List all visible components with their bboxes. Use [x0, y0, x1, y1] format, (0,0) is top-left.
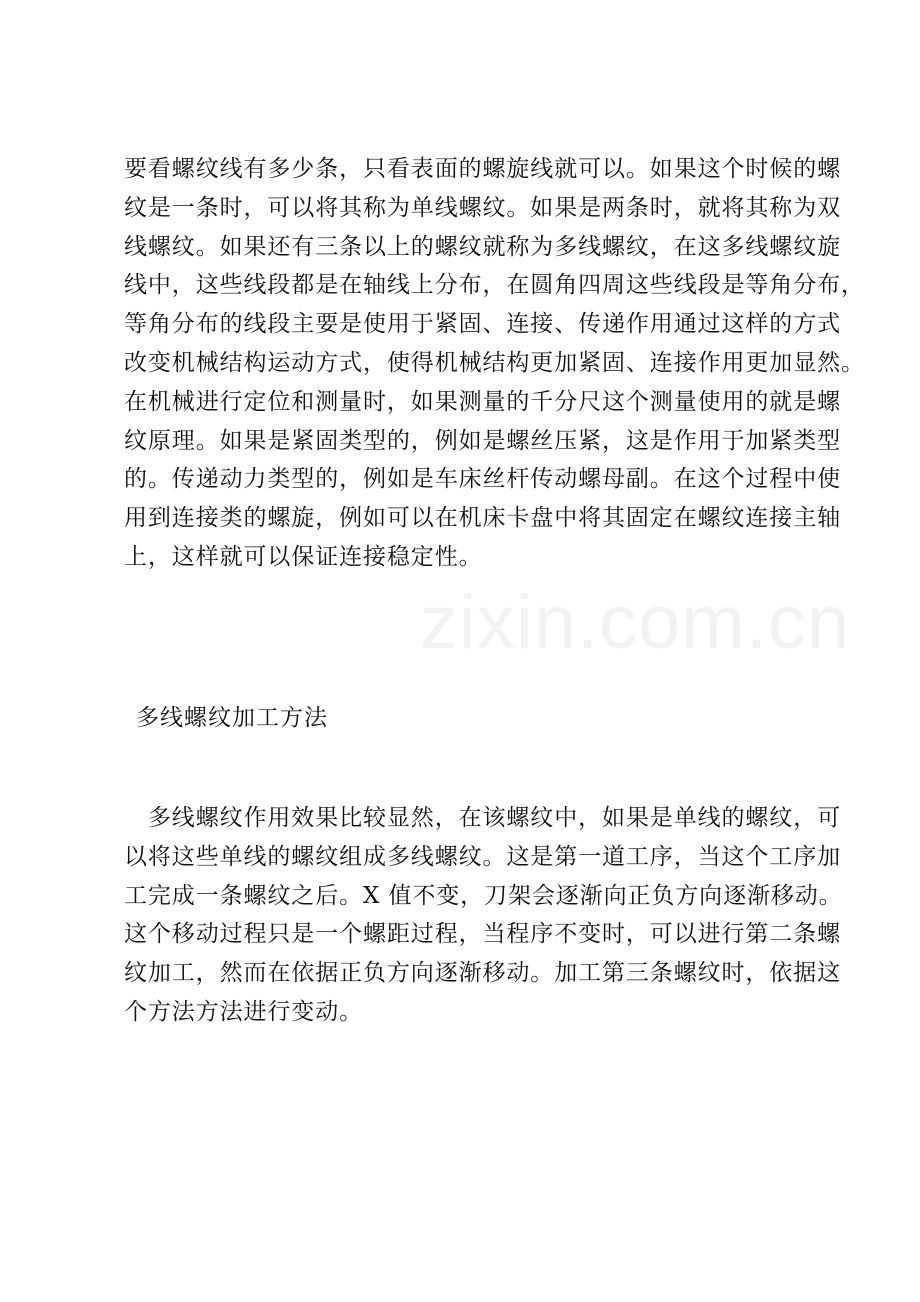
paragraph-line: 多线螺纹作用效果比较显然，在该螺纹中，如果是单线的螺纹，可	[124, 805, 841, 831]
paragraph-line: 的。传递动力类型的，例如是车床丝杆传动螺母副。在这个过程中使	[124, 466, 841, 493]
paragraph-line: 工完成一条螺纹之后。X 值不变，刀架会逐渐向正负方向逐渐移动。	[124, 882, 843, 909]
paragraph-line: 这个移动过程只是一个螺距过程，当程序不变时，可以进行第二条螺	[124, 921, 841, 948]
paragraph-line: 改变机械结构运动方式，使得机械结构更加紧固、连接作用更加显然。	[124, 349, 865, 376]
paragraph-line: 个方法方法进行变动。	[124, 998, 363, 1025]
paragraph-line: 线螺纹。如果还有三条以上的螺纹就称为多线螺纹，在这多线螺纹旋	[124, 233, 841, 260]
watermark: zixin.com.cn	[420, 580, 851, 665]
paragraph-line: 纹是一条时，可以将其称为单线螺纹。如果是两条时，就将其称为双	[124, 194, 841, 221]
paragraph-line: 在机械进行定位和测量时，如果测量的千分尺这个测量使用的就是螺	[124, 388, 841, 415]
paragraph-line: 要看螺纹线有多少条，只看表面的螺旋线就可以。如果这个时候的螺	[124, 156, 841, 182]
paragraph-line: 等角分布的线段主要是使用于紧固、连接、传递作用通过这样的方式	[124, 311, 841, 338]
paragraph-line: 上，这样就可以保证连接稳定性。	[124, 543, 483, 570]
paragraph-line: 纹加工，然而在依据正负方向逐渐移动。加工第三条螺纹时，依据这	[124, 960, 841, 987]
paragraph-line: 线中，这些线段都是在轴线上分布，在圆角四周这些线段是等角分布，	[124, 272, 865, 299]
body-paragraph-1	[124, 150, 865, 577]
body-paragraph-2	[124, 799, 843, 1032]
paragraph-line: 纹原理。如果是紧固类型的，例如是螺丝压紧，这是作用于加紧类型	[124, 427, 841, 454]
section-heading: 多线螺纹加工方法	[136, 705, 328, 731]
paragraph-line: 以将这些单线的螺纹组成多线螺纹。这是第一道工序，当这个工序加	[124, 843, 841, 870]
paragraph-line: 用到连接类的螺旋，例如可以在机床卡盘中将其固定在螺纹连接主轴	[124, 505, 841, 532]
